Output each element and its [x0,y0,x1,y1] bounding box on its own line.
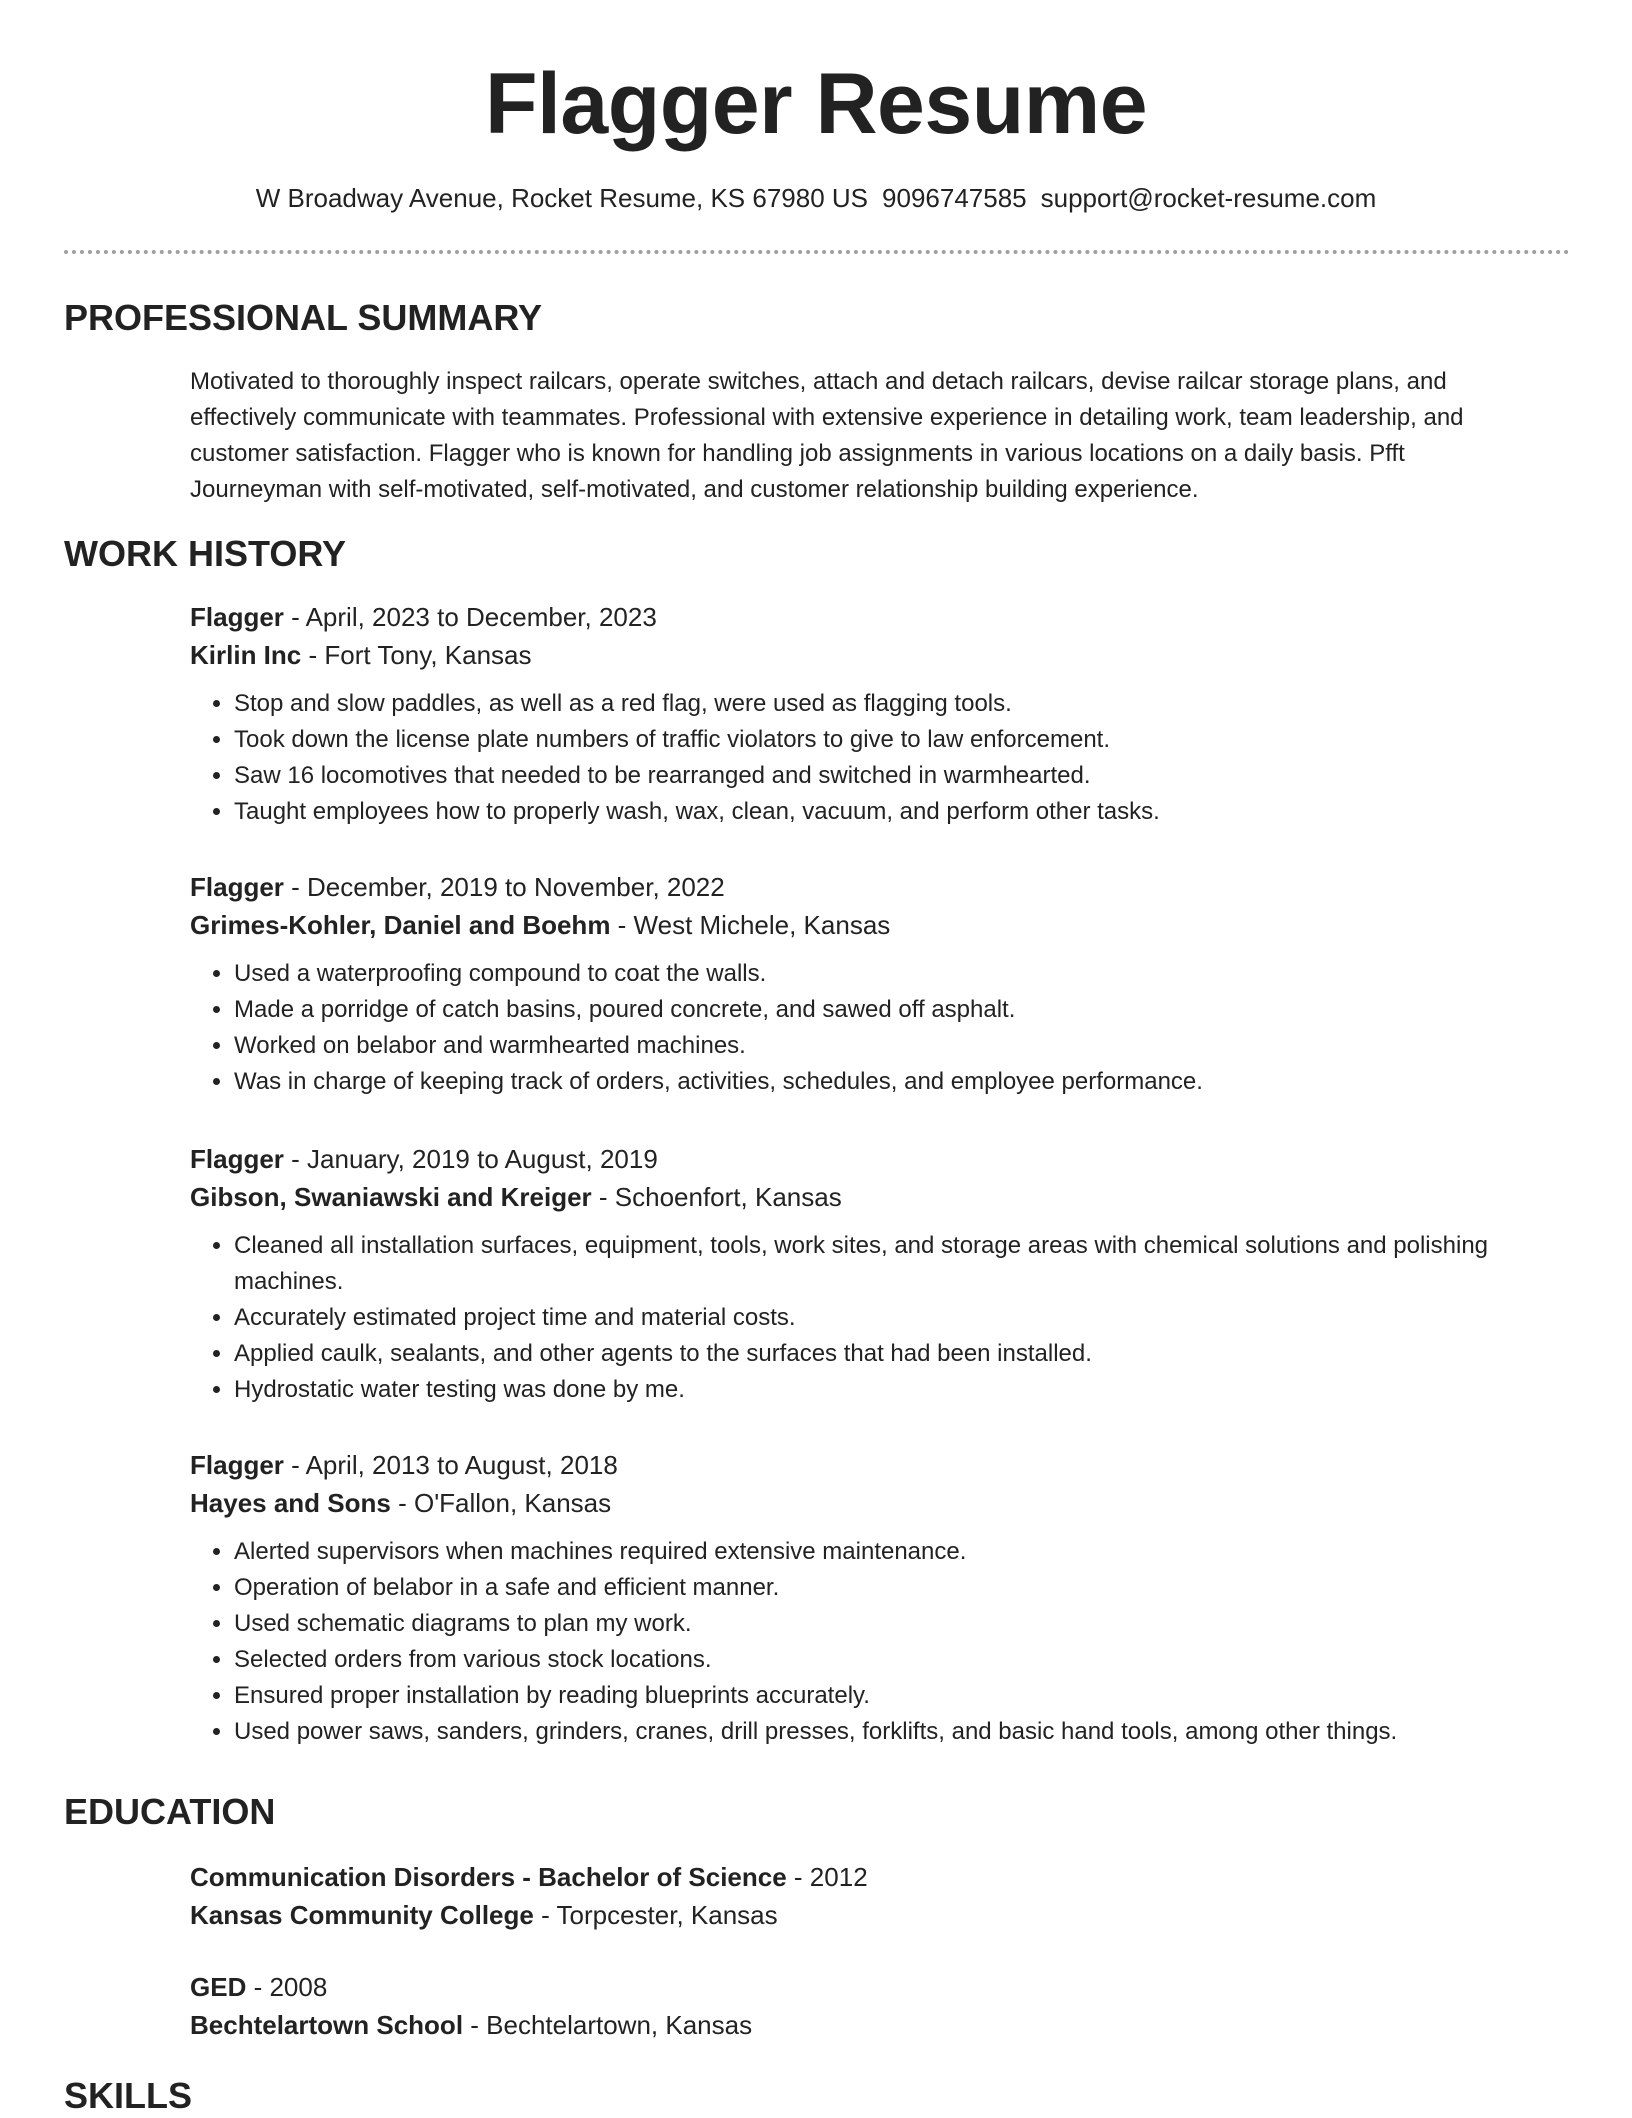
job-entry [190,1446,1550,1750]
job-title-line [190,1140,1550,1178]
job-entry [190,1140,1550,1408]
degree-name: GED [190,1972,247,2002]
job-location: - West Michele, Kansas [610,910,891,940]
job-company-line [190,636,1550,674]
job-bullets [190,1228,1550,1408]
school-line [190,2006,1550,2044]
job-bullets [190,1534,1550,1750]
skills-heading: SKILLS [64,2075,193,2116]
job-dates: - April, 2013 to August, 2018 [283,1450,618,1480]
job-role: Flagger [190,872,284,902]
address-text: W Broadway Avenue, Rocket Resume, KS 67980 US [255,183,869,213]
education-entry [190,1858,1550,1934]
education-entry [190,1968,1550,2044]
job-bullet: • Alerted supervisors when machines required extensive maintenance. [234,1534,1550,1570]
degree-name: Communication Disorders - Bachelor of Science [190,1862,787,1892]
job-location: - Schoenfort, Kansas [591,1182,842,1212]
job-title-line [190,1446,1550,1484]
job-bullet: • Used power saws, sanders, grinders, cranes, drill presses, forklifts, and basic hand tools, among other things. [234,1714,1550,1750]
job-location: - O'Fallon, Kansas [390,1488,612,1518]
job-bullet: • Stop and slow paddles, as well as a red flag, were used as flagging tools. [234,686,1550,722]
job-location: - Fort Tony, Kansas [301,640,532,670]
job-bullet: • Worked on belabor and warmhearted machines. [234,1028,1550,1064]
resume-title: Flagger Resume [484,56,1148,152]
job-bullet: • Accurately estimated project time and material costs. [234,1300,1550,1336]
contact-line [0,180,1632,216]
school-name: Kansas Community College [190,1900,534,1930]
phone-text: 9096747585 [882,183,1027,213]
job-bullet: • Ensured proper installation by reading blueprints accurately. [234,1678,1550,1714]
job-bullet: • Operation of belabor in a safe and efficient manner. [234,1570,1550,1606]
job-dates: - January, 2019 to August, 2019 [283,1144,658,1174]
job-company: Hayes and Sons [190,1488,391,1518]
job-role: Flagger [190,1144,284,1174]
job-entry [190,598,1550,830]
job-dates: - December, 2019 to November, 2022 [283,872,725,902]
job-bullet: • Applied caulk, sealants, and other agents to the surfaces that had been installed. [234,1336,1550,1372]
job-bullet: • Was in charge of keeping track of orders, activities, schedules, and employee performance. [234,1064,1550,1100]
email-text: support@rocket-resume.com [1040,183,1377,213]
summary-heading: PROFESSIONAL SUMMARY [64,297,543,338]
education-heading: EDUCATION [64,1791,276,1832]
job-company: Kirlin Inc [190,640,302,670]
job-bullet: • Saw 16 locomotives that needed to be rearranged and switched in warmhearted. [234,758,1550,794]
job-company-line [190,906,1550,944]
school-name: Bechtelartown School [190,2010,464,2040]
degree-line [190,1858,1550,1896]
job-bullets [190,956,1550,1100]
school-line [190,1896,1550,1934]
degree-year: - 2012 [786,1862,868,1892]
header-divider [64,250,1570,254]
job-bullet: • Took down the license plate numbers of traffic violators to give to law enforcement. [234,722,1550,758]
job-dates: - April, 2023 to December, 2023 [283,602,657,632]
work-history-heading: WORK HISTORY [64,533,347,574]
job-bullet: • Used a waterproofing compound to coat the walls. [234,956,1550,992]
job-bullet: • Selected orders from various stock locations. [234,1642,1550,1678]
job-role: Flagger [190,602,284,632]
summary-text: Motivated to thoroughly inspect railcars, operate switches, attach and detach railcars, devise railcar storage plans, and effectively communicate with teammates. Professional with extensive experience in detailing work, team leadership, and customer satisfaction. Flagger who is known for handling job assignments in various locations on a daily basis. Pfft Journeyman with self-motivated, self-motivated, and customer relationship building experience. [190,368,1464,503]
degree-line [190,1968,1550,2006]
job-bullet: • Made a porridge of catch basins, poured concrete, and sawed off asphalt. [234,992,1550,1028]
school-location: - Torpcester, Kansas [533,1900,778,1930]
job-bullet: • Taught employees how to properly wash, wax, clean, vacuum, and perform other tasks. [234,794,1550,830]
job-bullet: • Used schematic diagrams to plan my work. [234,1606,1550,1642]
job-entry [190,868,1550,1100]
degree-year: - 2008 [246,1972,328,2002]
job-bullet: • Cleaned all installation surfaces, equipment, tools, work sites, and storage areas with chemical solutions and polishing machines. [234,1228,1550,1300]
job-title-line [190,868,1550,906]
job-company: Gibson, Swaniawski and Kreiger [190,1182,592,1212]
job-bullet: • Hydrostatic water testing was done by me. [234,1372,1550,1408]
job-company: Grimes-Kohler, Daniel and Boehm [190,910,611,940]
job-role: Flagger [190,1450,284,1480]
job-title-line [190,598,1550,636]
job-company-line [190,1484,1550,1522]
job-company-line [190,1178,1550,1216]
school-location: - Bechtelartown, Kansas [463,2010,753,2040]
job-bullets [190,686,1550,830]
